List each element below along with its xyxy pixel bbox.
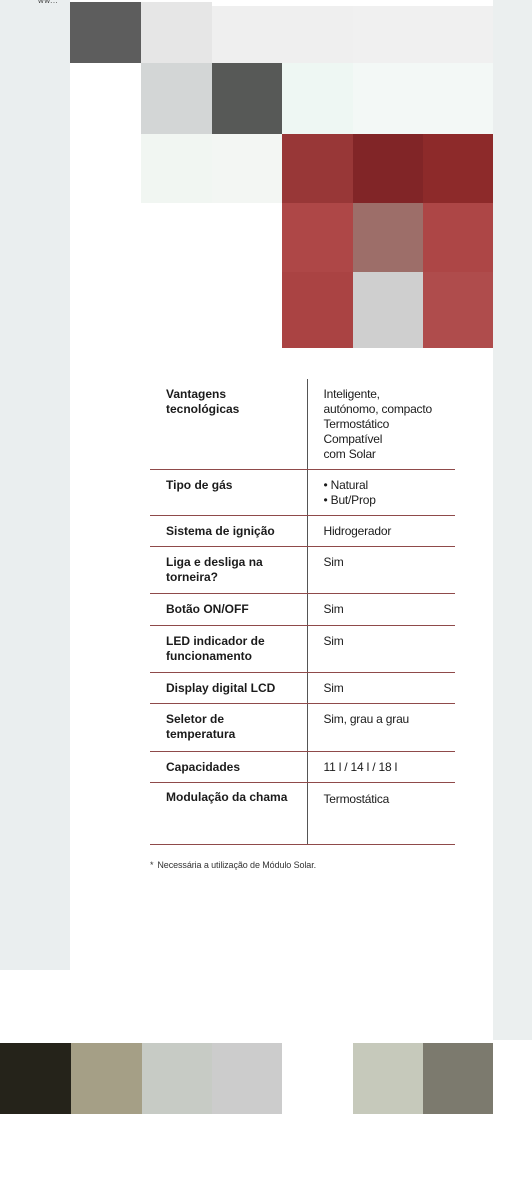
spec-value: Sim, grau a grau bbox=[307, 703, 455, 751]
spec-label: Vantagens tecnológicas bbox=[150, 379, 307, 469]
spec-label: Sistema de ignição bbox=[150, 515, 307, 546]
mosaic-tile bbox=[353, 6, 493, 63]
mosaic-tile bbox=[70, 2, 141, 63]
mosaic-tile bbox=[282, 134, 353, 203]
mosaic-tile bbox=[423, 203, 493, 272]
spec-label: Capacidades bbox=[150, 751, 307, 782]
mosaic-tile bbox=[353, 203, 423, 272]
mosaic-tile bbox=[353, 63, 493, 134]
spec-row-ignicao bbox=[150, 515, 455, 546]
spec-label: Botão ON/OFF bbox=[150, 593, 307, 625]
mosaic-tile bbox=[423, 272, 493, 348]
spec-value-line: com Solar bbox=[323, 447, 376, 461]
spec-label: LED indicador de funcionamento bbox=[150, 625, 307, 672]
spec-value bbox=[307, 379, 455, 469]
mosaic-tile bbox=[282, 272, 353, 348]
spec-value-line: autónomo, compacto bbox=[323, 402, 432, 416]
mosaic-tile bbox=[282, 63, 353, 134]
footnote bbox=[150, 860, 470, 870]
spec-label: Display digital LCD bbox=[150, 672, 307, 703]
footnote-mark: * bbox=[150, 860, 154, 870]
mosaic-tile bbox=[141, 2, 212, 63]
spec-row-display bbox=[150, 672, 455, 703]
mosaic-tile bbox=[423, 134, 493, 203]
spec-label: Liga e desliga na torneira? bbox=[150, 546, 307, 593]
spec-label: Seletor de temperatura bbox=[150, 703, 307, 751]
mosaic-tile bbox=[141, 134, 212, 203]
mosaic-tile bbox=[353, 1043, 423, 1114]
spec-table bbox=[150, 379, 455, 845]
mosaic-tile bbox=[142, 1043, 212, 1114]
spec-value bbox=[307, 469, 455, 515]
spec-row-botao bbox=[150, 593, 455, 625]
spec-row-liga-desliga bbox=[150, 546, 455, 593]
spec-value: Termostática bbox=[307, 782, 455, 844]
mosaic-tile bbox=[71, 1043, 142, 1114]
spec-value-line: Compatível bbox=[323, 432, 383, 446]
spec-row-capacidades bbox=[150, 751, 455, 782]
spec-value: Hidrogerador bbox=[307, 515, 455, 546]
spec-value-line: Termostático bbox=[323, 417, 390, 431]
mosaic-tile bbox=[212, 134, 282, 203]
mosaic-tile bbox=[212, 6, 353, 63]
mosaic-tile bbox=[212, 63, 282, 134]
spec-row-seletor bbox=[150, 703, 455, 751]
list-item: • Natural bbox=[324, 478, 456, 493]
list-item: • But/Prop bbox=[324, 493, 456, 508]
spec-value: Sim bbox=[307, 625, 455, 672]
mosaic-tile bbox=[282, 203, 353, 272]
spec-row-led bbox=[150, 625, 455, 672]
spec-row-modulacao bbox=[150, 782, 455, 844]
footnote-text: Necessária a utilização de Módulo Solar. bbox=[157, 860, 316, 870]
mosaic-tile bbox=[353, 134, 423, 203]
right-strip bbox=[493, 0, 532, 1040]
spec-value-line: Inteligente, bbox=[323, 387, 380, 401]
mosaic-tile bbox=[212, 1043, 282, 1114]
left-strip bbox=[0, 0, 70, 970]
spec-row-tipo-gas bbox=[150, 469, 455, 515]
gas-type-list bbox=[324, 478, 456, 508]
spec-value: Sim bbox=[307, 593, 455, 625]
mosaic-tile bbox=[353, 272, 423, 348]
spec-row-vantagens bbox=[150, 379, 455, 469]
spec-value: Sim bbox=[307, 546, 455, 593]
mosaic-tile bbox=[141, 63, 212, 134]
spec-value: 11 l / 14 l / 18 l bbox=[307, 751, 455, 782]
mosaic-tile bbox=[0, 1043, 71, 1114]
spec-value: Sim bbox=[307, 672, 455, 703]
corner-label: ww... bbox=[38, 0, 59, 5]
mosaic-tile bbox=[423, 1043, 493, 1114]
spec-label: Tipo de gás bbox=[150, 469, 307, 515]
spec-label: Modulação da chama bbox=[150, 782, 307, 844]
